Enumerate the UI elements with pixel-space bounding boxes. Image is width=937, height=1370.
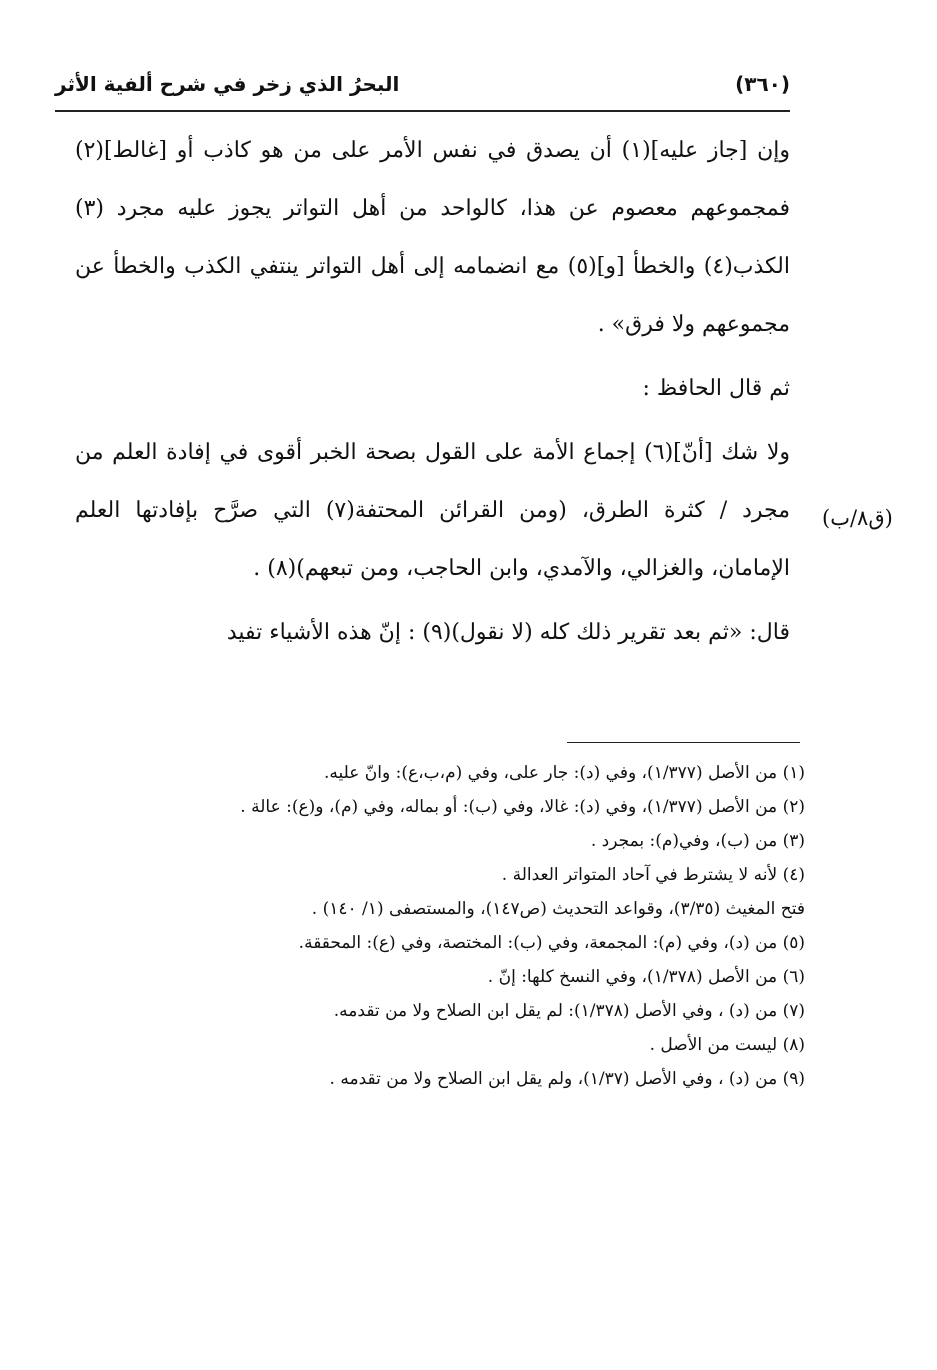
main-text bbox=[75, 122, 790, 662]
running-title: البحرُ الذي زخر في شرح ألفية الأثر bbox=[55, 72, 400, 96]
footnote-divider bbox=[567, 742, 800, 743]
footnote: (٢) من الأصل (١/٣٧٧)، وفي (د): غالا، وفي (ب): أو بماله، وفي (م)، و(ع): عالة . bbox=[240, 797, 805, 817]
footnote: (٣) من (ب)، وفي(م): بمجرد . bbox=[590, 831, 805, 851]
footnote: (٧) من (د) ، وفي الأصل (١/٣٧٨): لم يقل ابن الصلاح ولا من تقدمه. bbox=[333, 1001, 805, 1021]
footnote: (٨) ليست من الأصل . bbox=[649, 1035, 805, 1055]
page-number: (٣٦٠) bbox=[735, 72, 790, 96]
footnote: (٤) لأنه لا يشترط في آحاد المتواتر العدالة . bbox=[501, 865, 805, 885]
footnote-continuation: فتح المغيث (٣/٣٥)، وقواعد التحديث (ص١٤٧)، والمستصفى (١/ ١٤٠) . bbox=[311, 899, 805, 919]
footnote: (١) من الأصل (١/٣٧٧)، وفي (د): جار على، وفي (م،ب،ع): وانّ عليه. bbox=[323, 763, 805, 783]
body-paragraph: ولا شك [أنّ](٦) إجماع الأمة على القول بصحة الخبر أقوى في إفادة العلم من مجرد / كثرة الطرق، (ومن القرائن المحتفة(٧) التي صرَّح بإفادتها العلم الإمامان، والغزالي، والآمدي، وابن الحاجب، ومن تبعهم)(٨) . bbox=[75, 440, 790, 581]
page-header bbox=[55, 62, 790, 108]
footnote: (٩) من (د) ، وفي الأصل (١/٣٧)، ولم يقل ابن الصلاح ولا من تقدمه . bbox=[329, 1069, 805, 1089]
body-paragraph: وإن [جاز عليه](١) أن يصدق في نفس الأمر على من هو كاذب أو [غالط](٢) فمجموعهم معصوم عن هذا، كالواحد من أهل التواتر يجوز عليه مجرد (٣) الكذب(٤) والخطأ [و](٥) مع انضمامه إلى أهل التواتر ينتفي الكذب والخطأ عن مجموعهم ولا فرق» . bbox=[75, 138, 790, 337]
footnote: (٥) من (د)، وفي (م): المجمعة، وفي (ب): المختصة، وفي (ع): المحققة. bbox=[298, 933, 805, 953]
header-divider bbox=[55, 110, 790, 112]
footnotes bbox=[75, 756, 805, 1096]
body-paragraph: ثم قال الحافظ : bbox=[642, 376, 790, 401]
manuscript-folio-note: (ق٨/ب) bbox=[822, 506, 893, 530]
body-paragraph: قال: «ثم بعد تقرير ذلك كله (لا نقول)(٩) : إنّ هذه الأشياء تفيد bbox=[226, 620, 790, 645]
footnote: (٦) من الأصل (١/٣٧٨)، وفي النسخ كلها: إنّ . bbox=[487, 967, 805, 987]
